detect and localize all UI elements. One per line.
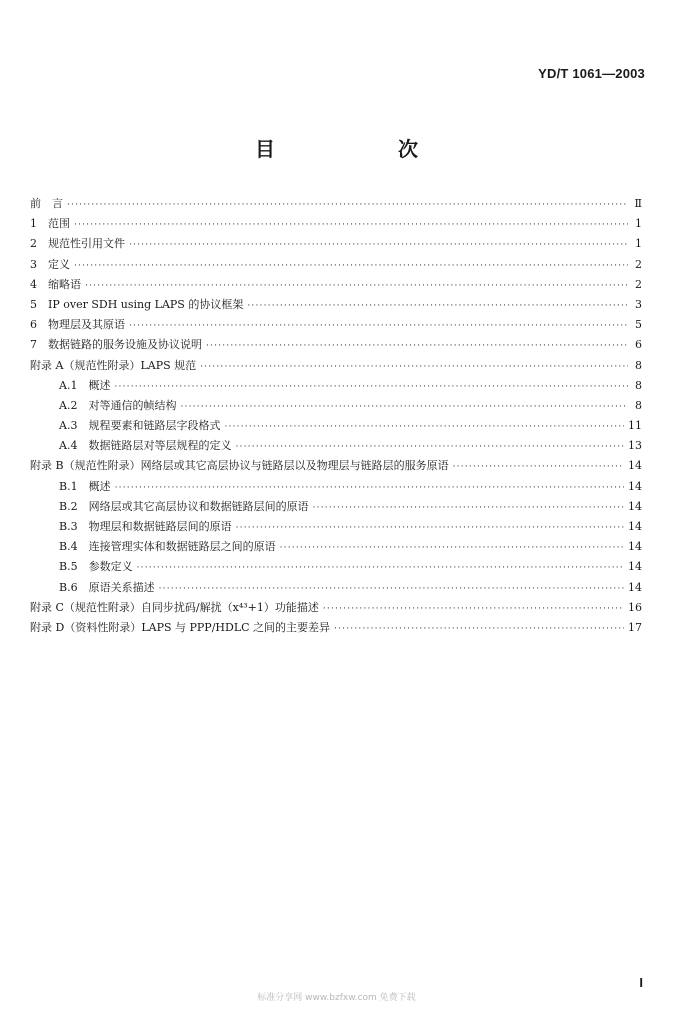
toc-entry-label: B.1 概述 — [59, 479, 111, 493]
toc-leader-dots — [159, 579, 624, 599]
toc-leader-dots — [235, 437, 624, 457]
toc-entry-label: 6 物理层及其原语 — [30, 318, 125, 332]
toc-entry-label: 2 规范性引用文件 — [30, 237, 125, 251]
toc-entry[interactable] — [30, 618, 642, 638]
toc-entry-label: A.3 规程要素和链路层字段格式 — [59, 419, 221, 433]
toc-entry[interactable] — [30, 315, 642, 335]
toc-entry-label: A.1 概述 — [59, 378, 111, 392]
toc-entry[interactable] — [30, 497, 642, 517]
toc-entry[interactable] — [30, 396, 642, 416]
toc-leader-dots — [236, 518, 624, 538]
toc-entry[interactable] — [30, 255, 642, 275]
toc-entry[interactable] — [30, 537, 642, 557]
toc-leader-dots — [334, 619, 624, 639]
toc-leader-dots — [247, 296, 628, 316]
toc-entry-page: 8 — [635, 398, 642, 412]
toc-leader-dots — [137, 558, 624, 578]
toc-entry[interactable] — [30, 436, 642, 456]
toc-entry-page: 8 — [635, 378, 642, 392]
toc-entry-label: 附录 B（规范性附录）网络层或其它高层协议与链路层以及物理层与链路层的服务原语 — [30, 459, 449, 473]
toc-entry-label: 7 数据链路的服务设施及协议说明 — [30, 338, 202, 352]
toc-leader-dots — [129, 235, 628, 255]
toc-entry[interactable] — [30, 335, 642, 355]
toc-entry-page: 11 — [628, 419, 642, 433]
toc-leader-dots — [114, 377, 628, 397]
table-of-contents — [30, 194, 642, 638]
toc-leader-dots — [280, 538, 624, 558]
toc-entry-label: 前 言 — [30, 197, 63, 210]
toc-entry[interactable] — [30, 356, 642, 376]
toc-entry-label: B.2 网络层或其它高层协议和数据链路层间的原语 — [59, 499, 309, 513]
page-title: 目 次 — [255, 137, 476, 161]
toc-entry-label: B.4 连接管理实体和数据链路层之间的原语 — [59, 540, 276, 554]
toc-entry[interactable] — [30, 376, 642, 396]
toc-leader-dots — [313, 498, 624, 518]
toc-leader-dots — [129, 316, 628, 336]
toc-entry-label: 3 定义 — [30, 257, 70, 271]
toc-leader-dots — [323, 599, 624, 619]
toc-entry-page: 14 — [628, 520, 642, 533]
toc-entry[interactable] — [30, 194, 642, 214]
toc-leader-dots — [200, 357, 628, 377]
toc-entry-page: 14 — [628, 580, 642, 594]
toc-leader-dots — [180, 397, 628, 417]
toc-entry[interactable] — [30, 557, 642, 577]
toc-entry-page: 14 — [628, 459, 642, 473]
toc-entry-label: 4 缩略语 — [30, 277, 81, 291]
toc-entry-page: 14 — [628, 499, 642, 513]
toc-entry-page: 3 — [635, 297, 642, 311]
standard-code: YD/T 1061—2003 — [538, 66, 645, 81]
toc-entry[interactable] — [30, 456, 642, 476]
toc-leader-dots — [67, 195, 628, 215]
toc-entry-page: 1 — [635, 237, 642, 251]
toc-leader-dots — [74, 215, 628, 235]
toc-entry[interactable] — [30, 517, 642, 537]
toc-entry-label: 附录 A（规范性附录）LAPS 规范 — [30, 358, 197, 372]
toc-entry-page: 14 — [628, 560, 642, 574]
toc-leader-dots — [74, 256, 628, 276]
toc-entry-label: A.2 对等通信的帧结构 — [59, 398, 177, 412]
toc-entry[interactable] — [30, 214, 642, 234]
toc-entry-label: B.3 物理层和数据链路层间的原语 — [59, 520, 232, 533]
toc-entry-label: 附录 C（规范性附录）自同步扰码/解扰（x⁴³+1）功能描述 — [30, 600, 319, 614]
toc-entry-page: 5 — [635, 318, 642, 332]
toc-entry-label: A.4 数据链路层对等层规程的定义 — [59, 439, 232, 453]
page-number: I — [639, 975, 643, 990]
toc-entry-label: 5 IP over SDH using LAPS 的协议框架 — [30, 297, 244, 311]
toc-entry-label: B.6 原语关系描述 — [59, 580, 155, 594]
toc-entry-page: Ⅱ — [634, 197, 642, 210]
toc-entry-label: B.5 参数定义 — [59, 560, 133, 574]
toc-leader-dots — [206, 336, 628, 356]
toc-entry-page: 2 — [635, 277, 642, 291]
toc-leader-dots — [224, 417, 624, 437]
toc-entry-page: 6 — [635, 338, 642, 352]
toc-entry[interactable] — [30, 416, 642, 436]
toc-entry[interactable] — [30, 234, 642, 254]
toc-entry-page: 13 — [628, 439, 642, 453]
toc-entry[interactable] — [30, 578, 642, 598]
toc-entry-page: 1 — [635, 217, 642, 231]
toc-entry-page: 16 — [628, 600, 642, 614]
toc-entry-page: 14 — [628, 479, 642, 493]
toc-entry[interactable] — [30, 477, 642, 497]
toc-entry[interactable] — [30, 295, 642, 315]
toc-entry-label: 附录 D（资料性附录）LAPS 与 PPP/HDLC 之间的主要差异 — [30, 620, 331, 634]
toc-entry-page: 2 — [635, 257, 642, 271]
toc-entry-page: 17 — [628, 620, 642, 634]
toc-entry-label: 1 范围 — [30, 217, 70, 231]
toc-entry-page: 8 — [635, 358, 642, 372]
toc-leader-dots — [115, 478, 624, 498]
watermark: 标准分享网 www.bzfxw.com 免费下载 — [257, 993, 416, 1003]
toc-entry[interactable] — [30, 598, 642, 618]
toc-entry-page: 14 — [628, 540, 642, 554]
toc-leader-dots — [85, 276, 628, 296]
toc-leader-dots — [453, 457, 624, 477]
toc-entry[interactable] — [30, 275, 642, 295]
